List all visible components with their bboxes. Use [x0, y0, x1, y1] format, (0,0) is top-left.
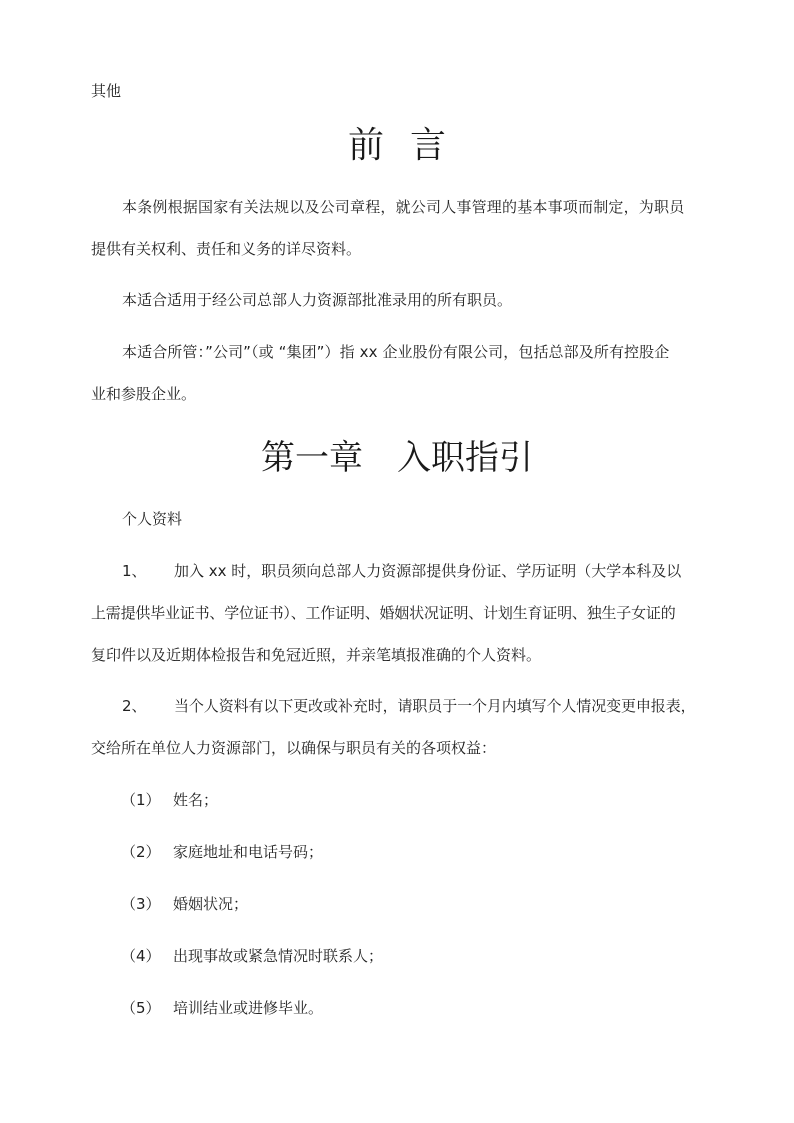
chapter-subtitle: 个人资料	[122, 510, 183, 528]
preface-paragraph-3-line-1: 本适合所管：”公司”（或 “集团”）指 xx 企业股份有限公司，包括总部及所有控股企	[122, 343, 670, 361]
list-item	[121, 790, 719, 810]
list-item-number: （5）	[121, 999, 161, 1017]
point-1-line-2: 上需提供毕业证书、学位证书）、工作证明、婚姻状况证明、计划生育证明、独生子女证的	[91, 604, 676, 622]
preface-paragraph-2: 本适合适用于经公司总部人力资源部批准录用的所有职员。	[122, 291, 513, 309]
point-1-line-3: 复印件以及近期体检报告和免冠近照，并亲笔填报准确的个人资料。	[91, 646, 542, 664]
point-1-number: 1、	[122, 562, 147, 580]
preface-title: 前言	[347, 125, 472, 166]
point-2-number: 2、	[122, 697, 147, 715]
point-2-line-2: 交给所在单位人力资源部门，以确保与职员有关的各项权益：	[91, 739, 497, 757]
list-item	[121, 998, 719, 1018]
list-item-text: 姓名；	[173, 791, 219, 809]
list-item-text: 家庭地址和电话号码；	[173, 843, 324, 861]
list-item-number: （1）	[121, 791, 161, 809]
chapter-title: 第一章 入职指引	[261, 438, 533, 478]
top-label: 其他	[91, 82, 122, 100]
list-item	[121, 946, 719, 966]
point-1-line-1	[122, 561, 719, 581]
list-item-number: （2）	[121, 843, 161, 861]
point-2-line-1	[122, 696, 719, 716]
list-item-number: （4）	[121, 947, 161, 965]
list-item-text: 出现事故或紧急情况时联系人；	[173, 947, 384, 965]
point-1-text: 加入 xx 时，职员须向总部人力资源部提供身份证、学历证明（大学本科及以	[174, 562, 682, 580]
preface-paragraph-3-line-2: 业和参股企业。	[91, 385, 197, 403]
point-2-text: 当个人资料有以下更改或补充时，请职员于一个月内填写个人情况变更申报表，	[174, 697, 696, 715]
list-item	[121, 894, 719, 914]
list-item-text: 培训结业或进修毕业。	[173, 999, 324, 1017]
list-item	[121, 842, 719, 862]
list-item-text: 婚姻状况；	[173, 895, 249, 913]
preface-paragraph-1-line-2: 提供有关权利、责任和义务的详尽资料。	[91, 240, 362, 258]
preface-paragraph-1-line-1: 本条例根据国家有关法规以及公司章程，就公司人事管理的基本事项而制定，为职员	[122, 198, 685, 216]
list-item-number: （3）	[121, 895, 161, 913]
